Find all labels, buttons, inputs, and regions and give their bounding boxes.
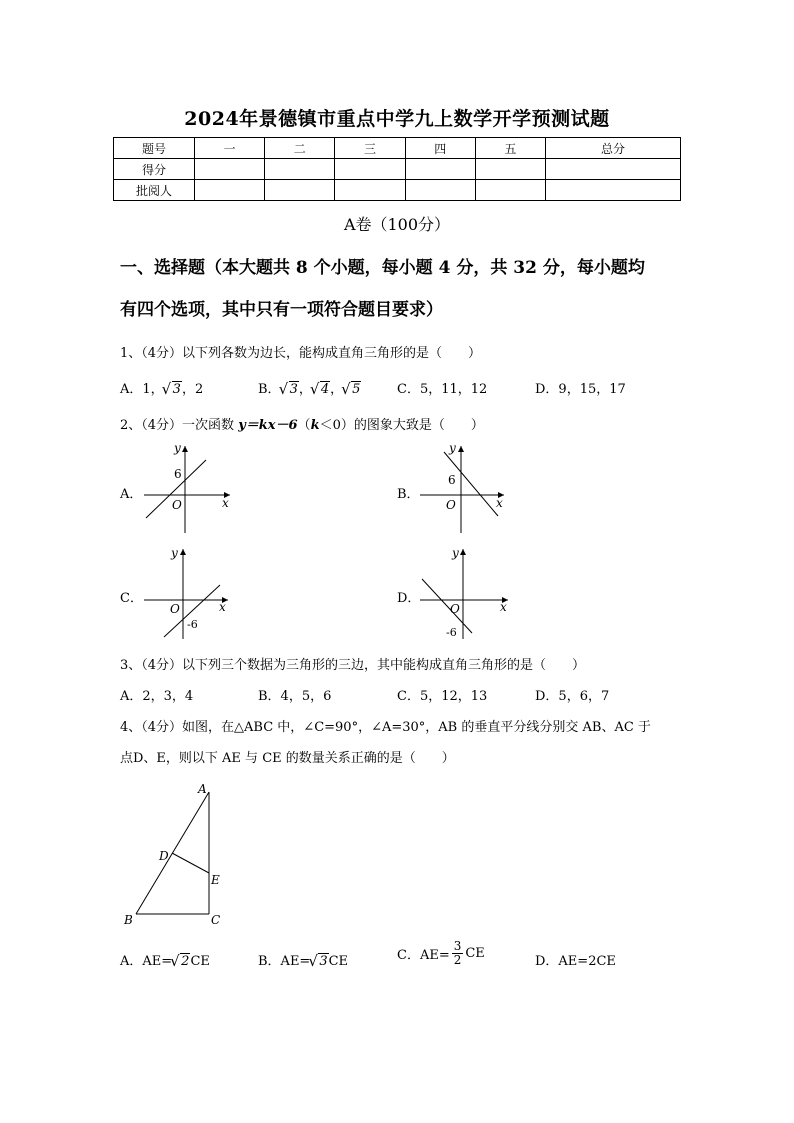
origin-label: O	[170, 602, 180, 616]
score-row-label: 得分	[114, 159, 195, 180]
axis-label-x: x	[496, 496, 503, 510]
q2-stem	[120, 414, 484, 433]
score-row	[114, 159, 681, 180]
intercept-label: -6	[187, 618, 198, 631]
q2-option-a-label: A．	[120, 487, 143, 502]
score-cell	[475, 159, 545, 180]
grader-cell	[546, 180, 681, 201]
q1-option-c: C．5，11，12	[397, 382, 488, 397]
q1-option-a	[120, 378, 203, 397]
grader-row	[114, 180, 681, 201]
grader-row-label: 批阅人	[114, 180, 195, 201]
q3-option-a: A．2，3，4	[120, 689, 194, 704]
q1-b-label: B．	[258, 382, 281, 397]
vertex-a-label: A	[198, 782, 207, 796]
score-cell	[546, 159, 681, 180]
q2-equation: y＝kx－6	[238, 418, 298, 433]
axis-label-y: y	[449, 441, 456, 455]
q2-option-d-label: D．	[397, 591, 421, 606]
grader-cell	[265, 180, 335, 201]
fraction-numerator: 3	[453, 939, 462, 953]
vertex-b-label: B	[124, 913, 133, 927]
radicand: 3	[319, 954, 328, 969]
sqrt-symbol	[172, 954, 190, 969]
point-d-label: D	[159, 849, 169, 863]
table-header-cell: 题号	[114, 138, 195, 159]
grader-cell	[475, 180, 545, 201]
grader-cell	[335, 180, 405, 201]
score-cell	[405, 159, 475, 180]
intercept-label: -6	[446, 626, 457, 639]
q4-option-c	[397, 940, 485, 967]
radicand: 3	[172, 382, 181, 397]
q1-stem: 1、（4分）以下列各数为边长，能构成直角三角形的是（ ）	[120, 346, 482, 361]
q3-option-c: C．5，12，13	[397, 689, 488, 704]
point-e-label: E	[211, 873, 220, 887]
separator: ，	[330, 382, 344, 397]
score-table	[113, 137, 681, 201]
q4-option-a	[120, 950, 210, 969]
radicand: 3	[289, 382, 298, 397]
fraction	[452, 940, 464, 967]
sqrt-symbol	[310, 954, 328, 969]
q2-condition-var: k	[310, 418, 320, 433]
grader-cell	[195, 180, 265, 201]
axis-label-x: x	[222, 496, 229, 510]
separator: ，	[298, 382, 312, 397]
radicand: 4	[320, 382, 330, 397]
axis-label-x: x	[219, 600, 226, 614]
q4-c-pre: C．AE=	[397, 948, 450, 963]
q4-a-post: CE	[190, 954, 210, 969]
q2-graph-c	[140, 543, 234, 641]
q2-stem-pre: 2、（4分）一次函数	[120, 418, 239, 433]
axis-label-y: y	[452, 546, 459, 560]
q2-graph-a	[140, 440, 234, 535]
q4-a-pre: A．AE=	[120, 954, 173, 969]
section-a-heading: A卷（100分）	[343, 215, 451, 234]
segment-de	[172, 853, 209, 873]
sqrt-symbol	[343, 382, 361, 397]
axis-label-y: y	[171, 546, 178, 560]
q4-option-b	[258, 950, 348, 969]
q2-option-b-label: B．	[397, 487, 420, 502]
q1-option-b	[258, 378, 361, 397]
radicand: 5	[352, 382, 361, 397]
q4-b-pre: B．AE=	[258, 954, 311, 969]
score-table-header-row	[114, 138, 681, 159]
axis-label-y: y	[174, 441, 181, 455]
grader-cell	[405, 180, 475, 201]
q2-graph-b	[416, 440, 510, 535]
score-cell	[265, 159, 335, 180]
q1-a-tail: ，2	[181, 382, 204, 397]
table-header-cell: 总分	[546, 138, 681, 159]
origin-label: O	[172, 498, 182, 512]
table-header-cell: 二	[265, 138, 335, 159]
vertex-c-label: C	[211, 913, 221, 927]
q3-option-b: B．4，5，6	[258, 689, 332, 704]
part1-heading-line1: 一、选择题（本大题共 8 个小题，每小题 4 分，共 32 分，每小题均	[120, 258, 645, 278]
q3-stem: 3、（4分）以下列三个数据为三角形的三边，其中能构成直角三角形的是（ ）	[120, 658, 586, 673]
y-axis-arrow	[182, 446, 188, 452]
axis-label-x: x	[500, 600, 507, 614]
y-axis-arrow	[460, 549, 466, 555]
sqrt-symbol	[312, 382, 330, 397]
q2-stem-mid: （	[297, 418, 311, 433]
q1-option-d: D．9，15，17	[535, 382, 626, 397]
score-cell	[335, 159, 405, 180]
table-header-cell: 五	[475, 138, 545, 159]
origin-label: O	[450, 602, 460, 616]
table-header-cell: 三	[335, 138, 405, 159]
q4-b-post: CE	[328, 954, 349, 969]
q2-option-c-label: C．	[120, 591, 143, 606]
q4-stem-line1: 4、（4分）如图，在△ABC 中，∠C=90°，∠A=30°，AB 的垂直平分线分别交 AB、AC 于	[120, 720, 651, 735]
function-line	[422, 579, 472, 633]
fraction-denominator: 2	[453, 953, 462, 967]
q1-a-label: A．1，	[120, 382, 164, 397]
sqrt-symbol	[281, 382, 299, 397]
q4-triangle-figure	[118, 780, 230, 930]
intercept-label: 6	[174, 467, 182, 481]
q4-option-d: D．AE=2CE	[535, 954, 616, 969]
q4-c-post: CE	[465, 946, 485, 961]
q3-option-d: D．5，6，7	[535, 689, 610, 704]
q2-graph-d	[416, 543, 510, 641]
q4-stem-line2: 点D、E，则以下 AE 与 CE 的数量关系正确的是（ ）	[120, 751, 455, 766]
y-axis-arrow	[180, 549, 186, 555]
radicand: 2	[181, 954, 190, 969]
part1-heading-line2: 有四个选项，其中只有一项符合题目要求）	[120, 300, 443, 320]
score-cell	[195, 159, 265, 180]
y-axis-arrow	[458, 446, 464, 452]
intercept-label: 6	[448, 473, 456, 487]
table-header-cell: 四	[405, 138, 475, 159]
origin-label: O	[446, 498, 456, 512]
page-title: 2024年景德镇市重点中学九上数学开学预测试题	[184, 108, 610, 130]
sqrt-symbol	[164, 382, 182, 397]
table-header-cell: 一	[195, 138, 265, 159]
q2-stem-post: ＜0）的图象大致是（ ）	[319, 418, 484, 433]
